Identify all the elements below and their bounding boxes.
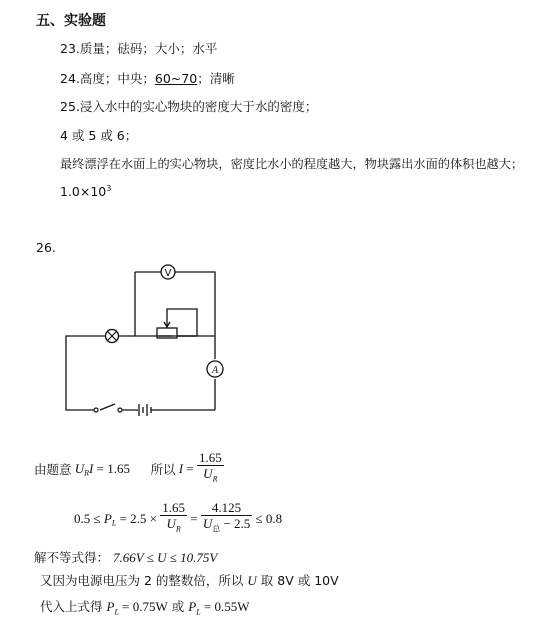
answer-25-value: $1.0\times 10^3$ [60, 184, 112, 200]
answer-24 [60, 69, 235, 87]
wire-top-right [175, 272, 215, 359]
exponent: 3 [106, 184, 112, 193]
equation-line-3: 解不等式得： 7.66V ≤ U ≤ 10.75V [34, 550, 218, 565]
switch-contact [118, 408, 122, 412]
wire-left [66, 272, 135, 410]
question-26-label: 26. [36, 240, 56, 255]
answer-23: 23.质量；砝码；大小；水平 [60, 41, 218, 56]
fraction-2: $\frac{1.65}{U_R}$ [162, 500, 185, 534]
answer-24-range: 60~70 [154, 71, 198, 86]
equation-line-2: $0.5 \le P_L = 2.5$ × $\frac{1.65}{U_R}$ = $\frac{4.125}{U_总 - 2.5}$ ≤ 0.8 [74, 500, 282, 538]
switch-blade [100, 404, 115, 410]
equation-line-4: 又因为电源电压为 2 的整数倍，所以 U 取 8V 或 10V [40, 573, 339, 588]
circuit-diagram [60, 262, 230, 422]
ammeter-label: A [211, 365, 219, 376]
answer-25-conclusion: 最终漂浮在水面上的实心物块，密度比水小的程度越大，物块露出水面的体积也越大； [60, 157, 524, 171]
fraction-3: $\frac{4.125}{U_总 - 2.5}$ [202, 500, 251, 534]
fraction-1: $\frac{1.65}{U_R}$ [198, 450, 222, 484]
answer-24-pre: 24.高度；中央； [60, 71, 155, 86]
rheostat-slider-wire [167, 309, 197, 336]
switch-pivot [94, 408, 98, 412]
answer-24-post: ；清晰 [197, 71, 235, 86]
equation-line-1: 由题意 $U_RI = 1.65$ 所以 I = $\frac{1.65}{U_R}$ [34, 450, 224, 488]
voltmeter-label: V [164, 268, 172, 279]
section-title: 五、实验题 [36, 13, 106, 29]
answer-25-cases: 4 或 5 或 6； [60, 128, 138, 143]
answer-25: 25.浸入水中的实心物块的密度大于水的密度； [60, 99, 318, 114]
equation-line-5: 代入上式得 $P_L = 0.75W$ 或 $P_L = 0.55W$ [40, 599, 250, 617]
